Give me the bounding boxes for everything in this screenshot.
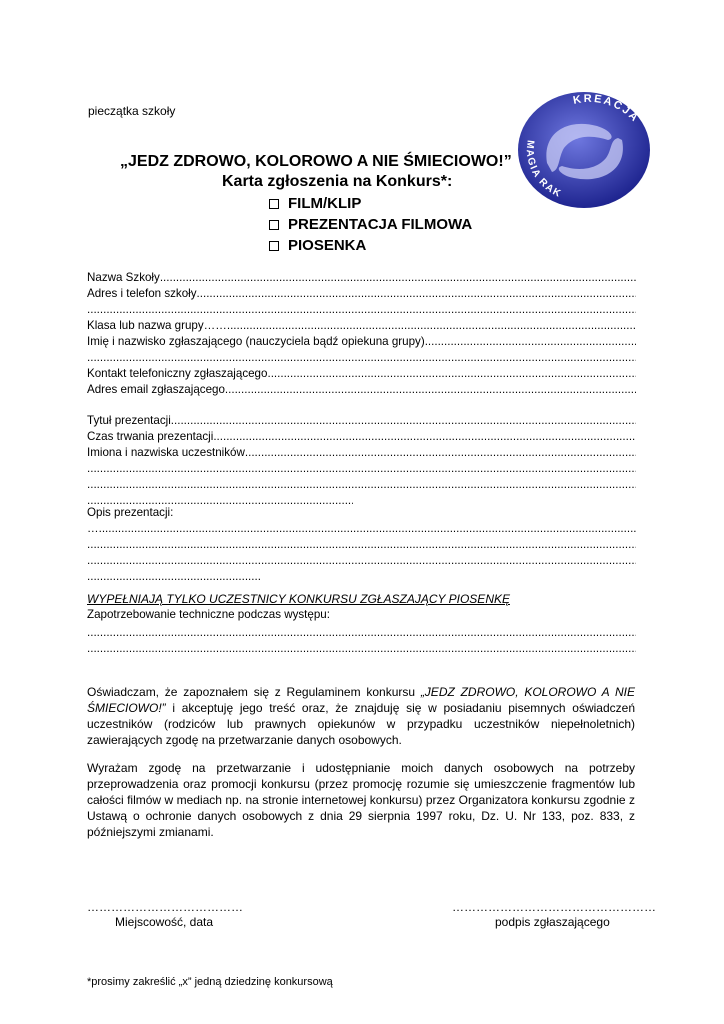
class-group-label: Klasa lub nazwa grupy…… (87, 319, 227, 332)
option-presentation-label: PREZENTACJA FILMOWA (288, 216, 473, 233)
tech-requirements-label: Zapotrzebowanie techniczne podczas występu: (87, 608, 330, 621)
footnote: *prosimy zakreślić „x” jedną dziedzinę konkursową (87, 976, 333, 988)
description-field-4[interactable] (87, 569, 261, 584)
school-stamp-label: pieczątka szkoły (88, 104, 176, 118)
school-address-label: Adres i telefon szkoły (87, 287, 197, 300)
checkbox-film[interactable] (269, 199, 279, 209)
place-date-line[interactable]: ………………………………… (87, 900, 243, 914)
school-address-field[interactable] (87, 286, 636, 301)
participants-field-3[interactable] (87, 477, 636, 492)
category-options (269, 193, 472, 256)
option-presentation[interactable] (269, 214, 472, 235)
kreacja-logo (512, 88, 652, 208)
contest-title: „JEDZ ZDROWO, KOLOROWO A NIE ŚMIECIOWO!” (120, 153, 512, 170)
participants-field[interactable] (87, 445, 636, 460)
logo-top-text: KREACJA (572, 92, 642, 126)
class-group-field[interactable] (87, 318, 636, 333)
declaration-text-a: Oświadczam, że zapoznałem się z Regulaminem konkursu (87, 685, 421, 699)
presentation-duration-field[interactable] (87, 429, 636, 444)
option-song[interactable] (269, 235, 472, 256)
presentation-title-label: Tytuł prezentacji (87, 414, 171, 427)
presentation-title-field[interactable] (87, 413, 636, 428)
description-label: Opis prezentacji: (87, 506, 174, 519)
consent-paragraph: Wyrażam zgodę na przetwarzanie i udostępnianie moich danych osobowych na potrzeby przeprowadzenia oraz promocji konkursu (przez promocję rozumie się umieszczenie fragmentów lub całości filmów w mediach np. na stronie internetowej konkursu) przez Organizatora konkursu zgodnie z Ustawą o ochronie danych osobowych z dnia 29 sierpnia 1997 roku, Dz. U. Nr 133, poz. 833, z późniejszymi zmianami. (87, 761, 635, 839)
description-field-3[interactable] (87, 553, 636, 568)
school-address-field-2[interactable] (87, 302, 636, 317)
applicant-name-label: Imię i nazwisko zgłaszającego (nauczyciela bądź opiekuna grupy) (87, 335, 425, 348)
option-film[interactable] (269, 193, 472, 214)
applicant-name-field[interactable] (87, 334, 636, 349)
presentation-duration-label: Czas trwania prezentacji (87, 430, 214, 443)
option-song-label: PIOSENKA (288, 237, 367, 254)
declaration-paragraph-1 (87, 684, 635, 748)
school-name-label: Nazwa Szkoły (87, 271, 160, 284)
description-field-2[interactable] (87, 537, 636, 552)
school-name-field[interactable] (87, 270, 636, 285)
declaration-contest-name: „JEDZ ZDROWO, KOLOROWO A NIE ŚMIECIOWO!” (87, 685, 635, 715)
signature-line[interactable]: …………………………………………… (452, 900, 656, 914)
logo-bottom-text: MAGIA RAK (523, 139, 564, 201)
applicant-phone-label: Kontakt telefoniczny zgłaszającego (87, 367, 268, 380)
description-start: … (87, 522, 99, 535)
tech-requirements-field[interactable] (87, 625, 636, 640)
checkbox-song[interactable] (269, 241, 279, 251)
checkbox-presentation[interactable] (269, 220, 279, 230)
form-subtitle: Karta zgłoszenia na Konkurs*: (222, 173, 453, 190)
song-section-heading: WYPEŁNIAJĄ TYLKO UCZESTNICY KONKURSU ZGŁASZAJĄCY PIOSENKĘ (87, 592, 510, 606)
description-field[interactable] (87, 521, 636, 536)
participants-field-2[interactable] (87, 461, 636, 476)
declaration-text-b: i akceptuję jego treść oraz, że znajduję się w posiadaniu pisemnych oświadczeń uczestników (rodziców lub prawnych opiekunów w przypadku uczestników niepełnoletnich) zawierających zgodę na przetwarzanie danych osobowych. (87, 701, 635, 747)
participants-label: Imiona i nazwiska uczestników (87, 446, 245, 459)
place-date-label: Miejscowość, data (115, 915, 214, 929)
applicant-email-label: Adres email zgłaszającego (87, 383, 225, 396)
applicant-email-field[interactable] (87, 382, 636, 397)
applicant-name-field-2[interactable] (87, 350, 636, 365)
signature-label: podpis zgłaszającego (495, 915, 610, 929)
tech-requirements-field-2[interactable] (87, 641, 636, 656)
applicant-phone-field[interactable] (87, 366, 636, 381)
option-film-label: FILM/KLIP (288, 195, 362, 212)
